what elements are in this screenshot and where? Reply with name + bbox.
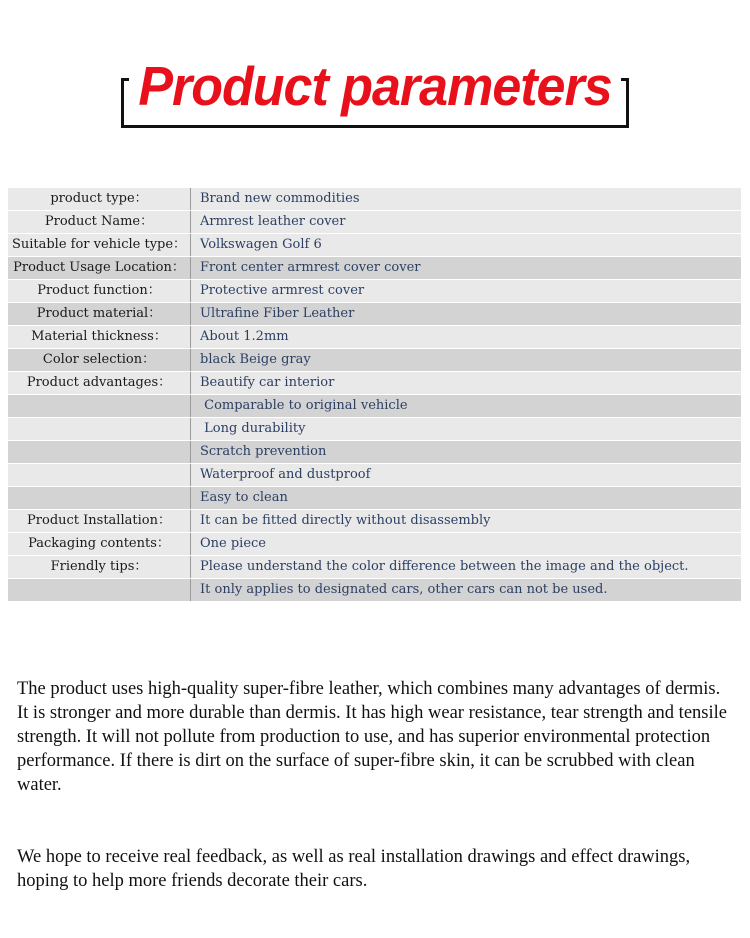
param-value: Armrest leather cover	[191, 211, 742, 234]
param-label	[8, 464, 191, 487]
param-value: Front center armrest cover cover	[191, 257, 742, 280]
param-label: Suitable for vehicle type：	[8, 234, 191, 257]
param-value: Long durability	[191, 418, 742, 441]
param-label: Material thickness：	[8, 326, 191, 349]
param-value: It can be fitted directly without disassembly	[191, 510, 742, 533]
param-value: About 1.2mm	[191, 326, 742, 349]
table-row	[8, 211, 741, 234]
table-row	[8, 556, 741, 579]
param-label: Product Installation：	[8, 510, 191, 533]
param-label: Color selection：	[8, 349, 191, 372]
table-row	[8, 487, 741, 510]
param-value: Volkswagen Golf 6	[191, 234, 742, 257]
param-label	[8, 487, 191, 510]
table-row	[8, 372, 741, 395]
table-row	[8, 510, 741, 533]
param-value: Comparable to original vehicle	[191, 395, 742, 418]
table-row	[8, 418, 741, 441]
param-value: Scratch prevention	[191, 441, 742, 464]
param-label: Product Usage Location：	[8, 257, 191, 280]
param-label	[8, 441, 191, 464]
title-banner	[121, 58, 629, 130]
param-value: One piece	[191, 533, 742, 556]
param-value: Ultrafine Fiber Leather	[191, 303, 742, 326]
table-row	[8, 395, 741, 418]
param-label: Friendly tips：	[8, 556, 191, 579]
table-row	[8, 464, 741, 487]
product-description: The product uses high-quality super-fibre leather, which combines many advantages of dermis. It is stronger and more durable than dermis. It has high wear resistance, tear strength and tensile strength. It will not pollute from production to use, and has superior environmental protection performance. If there is dirt on the surface of super-fibre skin, it can be scrubbed with clean water.	[17, 679, 727, 795]
table-row	[8, 349, 741, 372]
param-value: It only applies to designated cars, other cars can not be used.	[191, 579, 742, 602]
param-label: Product function：	[8, 280, 191, 303]
param-value: Brand new commodities	[191, 188, 742, 211]
param-label	[8, 579, 191, 602]
feedback-note: We hope to receive real feedback, as well as real installation drawings and effect drawings, hoping to help more friends decorate their cars.	[17, 847, 691, 891]
table-row	[8, 579, 741, 602]
param-label	[8, 418, 191, 441]
param-label: Product material：	[8, 303, 191, 326]
param-value: Protective armrest cover	[191, 280, 742, 303]
param-value: Easy to clean	[191, 487, 742, 510]
table-row	[8, 441, 741, 464]
param-label	[8, 395, 191, 418]
param-label: Product advantages：	[8, 372, 191, 395]
parameters-table	[8, 188, 741, 602]
title-underline	[121, 125, 629, 128]
param-value: Please understand the color difference between the image and the object.	[191, 556, 742, 579]
table-row	[8, 303, 741, 326]
param-value: Waterproof and dustproof	[191, 464, 742, 487]
table-row	[8, 280, 741, 303]
param-label: product type：	[8, 188, 191, 211]
param-label: Packaging contents：	[8, 533, 191, 556]
table-row	[8, 188, 741, 211]
param-label: Product Name：	[8, 211, 191, 234]
table-row	[8, 257, 741, 280]
page-title: Product parameters	[138, 56, 612, 118]
param-value: black Beige gray	[191, 349, 742, 372]
table-row	[8, 533, 741, 556]
param-value: Beautify car interior	[191, 372, 742, 395]
table-row	[8, 326, 741, 349]
table-row	[8, 234, 741, 257]
